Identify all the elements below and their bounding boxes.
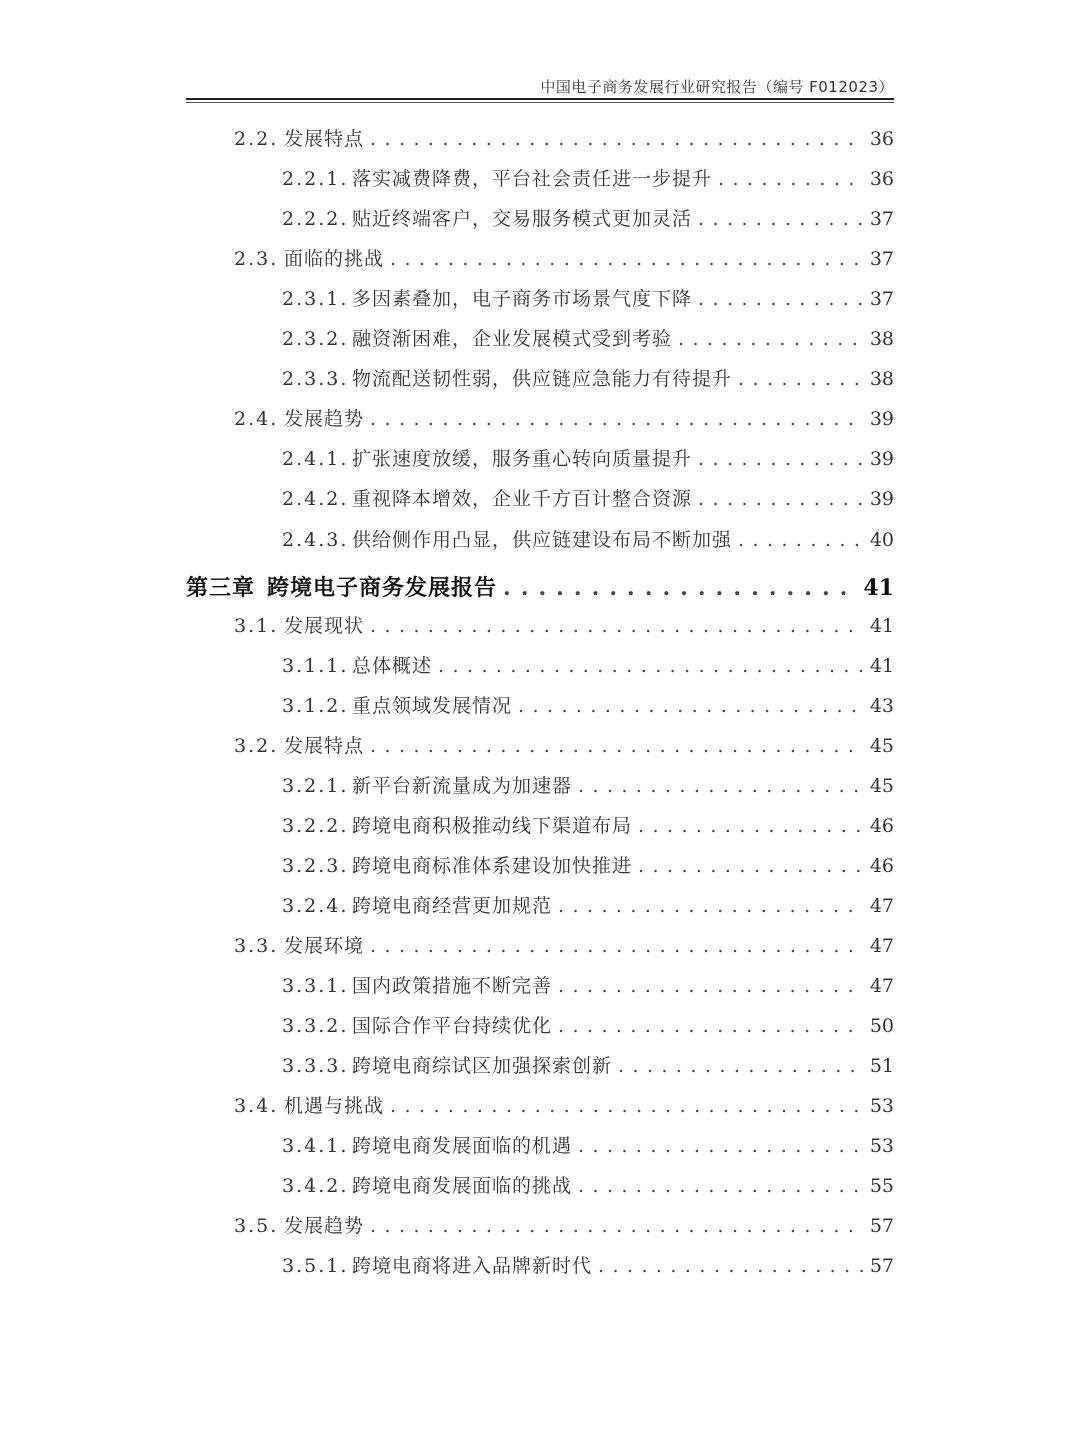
- toc-entry-page: 46: [869, 814, 894, 837]
- toc-entry-title: 跨境电商发展面临的机遇: [352, 1135, 573, 1158]
- toc-entry[interactable]: [282, 1051, 894, 1078]
- toc-entry-number: 3.3.: [234, 934, 279, 957]
- toc-entry-page: 55: [869, 1175, 894, 1198]
- toc-entry[interactable]: [282, 771, 894, 798]
- toc-entry-title: 融资渐困难，企业发展模式受到考验: [352, 328, 673, 351]
- toc-entry-page: 57: [869, 1215, 894, 1238]
- toc-dot-leader: [558, 975, 864, 997]
- toc-entry[interactable]: [282, 525, 894, 552]
- toc-entry-page: 53: [869, 1135, 894, 1158]
- toc-dot-leader: [370, 615, 864, 637]
- toc-chapter-entry[interactable]: [186, 571, 894, 602]
- toc-entry-title: 跨境电商综试区加强探索创新: [352, 1055, 613, 1078]
- toc-entry-title: 跨境电子商务发展报告: [267, 574, 498, 601]
- toc-entry-title: 机遇与挑战: [284, 1095, 385, 1118]
- toc-entry[interactable]: [282, 971, 894, 998]
- toc-entry[interactable]: [234, 931, 894, 958]
- toc-entry-title: 多因素叠加，电子商务市场景气度下降: [352, 288, 693, 311]
- toc-entry-page: 39: [869, 448, 894, 471]
- toc-entry[interactable]: [234, 244, 894, 271]
- toc-entry-number: 3.2.2.: [282, 814, 349, 837]
- toc-entry[interactable]: [282, 1171, 894, 1198]
- toc-dot-leader: [370, 408, 864, 430]
- toc-dot-leader: [738, 368, 864, 390]
- toc-entry-number: 2.2.2.: [282, 208, 349, 231]
- toc-entry-page: 47: [869, 975, 894, 997]
- toc-dot-leader: [598, 1255, 864, 1277]
- toc-entry-page: 45: [869, 774, 894, 797]
- toc-entry[interactable]: [282, 444, 894, 471]
- toc-entry-page: 57: [869, 1255, 894, 1278]
- toc-dot-leader: [578, 1175, 864, 1197]
- toc-entry-number: 2.3.1.: [282, 288, 349, 311]
- toc-entry-title: 发展现状: [284, 614, 365, 637]
- toc-dot-leader: [438, 655, 864, 677]
- toc-entry-title: 总体概述: [352, 654, 433, 677]
- toc-entry-title: 发展特点: [284, 734, 365, 757]
- toc-entry-page: 39: [869, 408, 894, 431]
- toc-entry-number: 3.2.3.: [282, 854, 349, 877]
- toc-entry-page: 40: [869, 528, 894, 551]
- toc-entry-number: 3.2.: [234, 734, 279, 757]
- toc-entry-number: 2.3.3.: [282, 368, 349, 391]
- toc-dot-leader: [698, 448, 864, 470]
- toc-dot-leader: [370, 935, 864, 957]
- toc-dot-leader: [370, 735, 864, 757]
- toc-entry[interactable]: [282, 484, 894, 511]
- toc-entry[interactable]: [282, 204, 894, 231]
- toc-entry[interactable]: [234, 1091, 894, 1118]
- toc-entry-title: 跨境电商标准体系建设加快推进: [352, 854, 633, 877]
- toc-entry-page: 36: [869, 168, 894, 191]
- toc-dot-leader: [518, 695, 864, 717]
- toc-dot-leader: [390, 1095, 864, 1117]
- toc-entry-title: 重视降本增效，企业千方百计整合资源: [352, 488, 693, 511]
- toc-entry[interactable]: [282, 651, 894, 678]
- toc-entry-page: 41: [869, 614, 894, 637]
- toc-entry-page: 37: [869, 208, 894, 231]
- toc-entry[interactable]: [282, 1131, 894, 1158]
- toc-entry[interactable]: [282, 691, 894, 718]
- toc-entry-title: 贴近终端客户，交易服务模式更加灵活: [352, 208, 693, 231]
- toc-entry-number: 3.2.1.: [282, 774, 349, 797]
- toc-entry[interactable]: [282, 364, 894, 391]
- toc-entry-number: 3.1.1.: [282, 654, 349, 677]
- toc-entry-number: 3.1.: [234, 614, 279, 637]
- toc-dot-leader: [698, 208, 864, 230]
- toc-entry[interactable]: [282, 1011, 894, 1038]
- toc-entry[interactable]: [234, 731, 894, 758]
- toc-entry-title: 发展特点: [284, 128, 365, 150]
- toc-entry[interactable]: [282, 891, 894, 918]
- toc-entry-number: 3.2.4.: [282, 894, 349, 917]
- toc-entry-page: 46: [869, 854, 894, 877]
- toc-dot-leader: [503, 575, 857, 601]
- toc-entry-page: 47: [869, 934, 894, 957]
- toc-dot-leader: [678, 328, 864, 350]
- toc-dot-leader: [578, 775, 864, 797]
- toc-entry-page: 37: [869, 288, 894, 311]
- toc-entry-page: 50: [869, 1015, 894, 1038]
- toc-entry-page: 37: [869, 248, 894, 271]
- toc-entry-number: 3.1.2.: [282, 694, 349, 717]
- toc-entry-number: 3.4.2.: [282, 1175, 349, 1198]
- toc-entry-title: 国内政策措施不断完善: [352, 975, 553, 997]
- header-rule-thin: [186, 102, 894, 103]
- toc-entry[interactable]: [282, 164, 894, 191]
- toc-entry-title: 发展趋势: [284, 408, 365, 431]
- toc-entry[interactable]: [282, 1251, 894, 1278]
- toc-entry-page: 47: [869, 894, 894, 917]
- toc-entry-page: 43: [869, 694, 894, 717]
- toc-entry-title: 跨境电商发展面临的挑战: [352, 1175, 573, 1198]
- toc-entry[interactable]: [282, 851, 894, 878]
- toc-entry-page: 38: [869, 328, 894, 351]
- header-rule: [186, 98, 894, 100]
- toc-entry[interactable]: [282, 324, 894, 351]
- toc-dot-leader: [718, 168, 864, 190]
- toc-dot-leader: [390, 248, 864, 270]
- toc-entry-page: 41: [869, 654, 894, 677]
- toc-dot-leader: [698, 488, 864, 510]
- toc-entry-title: 跨境电商将进入品牌新时代: [352, 1255, 593, 1278]
- toc-entry-number: 2.2.1.: [282, 168, 349, 191]
- toc-entry-number: 2.3.: [234, 248, 279, 271]
- toc-entry-title: 发展环境: [284, 934, 365, 957]
- toc-entry[interactable]: [234, 404, 894, 431]
- toc-dot-leader: [370, 1215, 864, 1237]
- toc-entry[interactable]: [282, 284, 894, 311]
- toc-entry-number: 3.3.1.: [282, 975, 349, 997]
- toc-dot-leader: [638, 855, 864, 877]
- toc-entry-page: 51: [869, 1055, 894, 1078]
- toc-entry-title: 面临的挑战: [284, 248, 385, 271]
- toc-entry-page: 45: [869, 734, 894, 757]
- toc-entry-title: 扩张速度放缓，服务重心转向质量提升: [352, 448, 693, 471]
- toc-entry-page: 53: [869, 1095, 894, 1118]
- toc-entry-title: 跨境电商经营更加规范: [352, 894, 553, 917]
- toc-entry-title: 国际合作平台持续优化: [352, 1015, 553, 1038]
- toc-dot-leader: [558, 1015, 864, 1037]
- header-title: 中国电子商务发展行业研究报告（编号 F012023）: [540, 78, 894, 96]
- toc-entry-number: 2.4.: [234, 408, 279, 431]
- toc-entry[interactable]: [234, 124, 894, 151]
- toc-dot-leader: [558, 895, 864, 917]
- toc-entry-number: 3.5.1.: [282, 1255, 349, 1278]
- toc-entry-page: 41: [863, 574, 894, 601]
- toc-entry-title: 重点领域发展情况: [352, 694, 513, 717]
- toc-entry-page: 36: [869, 128, 894, 150]
- toc-entry-number: 3.3.2.: [282, 1015, 349, 1038]
- toc-entry-title: 落实减费降费，平台社会责任进一步提升: [352, 168, 713, 191]
- toc-entry-number: 3.3.3.: [282, 1055, 349, 1078]
- toc-entry-number: 3.5.: [234, 1215, 279, 1238]
- toc-entry-page: 38: [869, 368, 894, 391]
- toc-dot-leader: [578, 1135, 864, 1157]
- toc-entry-number: 2.4.2.: [282, 488, 349, 511]
- toc-dot-leader: [370, 128, 864, 150]
- toc-entry-number: 2.2.: [234, 128, 279, 150]
- toc-entry[interactable]: [234, 611, 894, 638]
- toc-entry-number: 2.3.2.: [282, 328, 349, 351]
- toc-entry-number: 2.4.1.: [282, 448, 349, 471]
- toc-entry-title: 发展趋势: [284, 1215, 365, 1238]
- toc-dot-leader: [698, 288, 864, 310]
- toc-dot-leader: [738, 529, 864, 551]
- toc-entry-number: 第三章: [186, 574, 256, 601]
- toc-entry-number: 2.4.3.: [282, 528, 349, 551]
- toc-entry[interactable]: [234, 1211, 894, 1238]
- toc-entry-title: 物流配送韧性弱，供应链应急能力有待提升: [352, 368, 733, 391]
- toc-entry[interactable]: [282, 811, 894, 838]
- toc-entry-title: 供给侧作用凸显，供应链建设布局不断加强: [352, 528, 733, 551]
- toc-entry-number: 3.4.1.: [282, 1135, 349, 1158]
- toc-entry-title: 新平台新流量成为加速器: [352, 774, 573, 797]
- toc-entry-page: 39: [869, 488, 894, 511]
- toc-dot-leader: [618, 1055, 864, 1077]
- toc-entry-number: 3.4.: [234, 1095, 279, 1118]
- toc-entry-title: 跨境电商积极推动线下渠道布局: [352, 814, 633, 837]
- toc-dot-leader: [638, 815, 864, 837]
